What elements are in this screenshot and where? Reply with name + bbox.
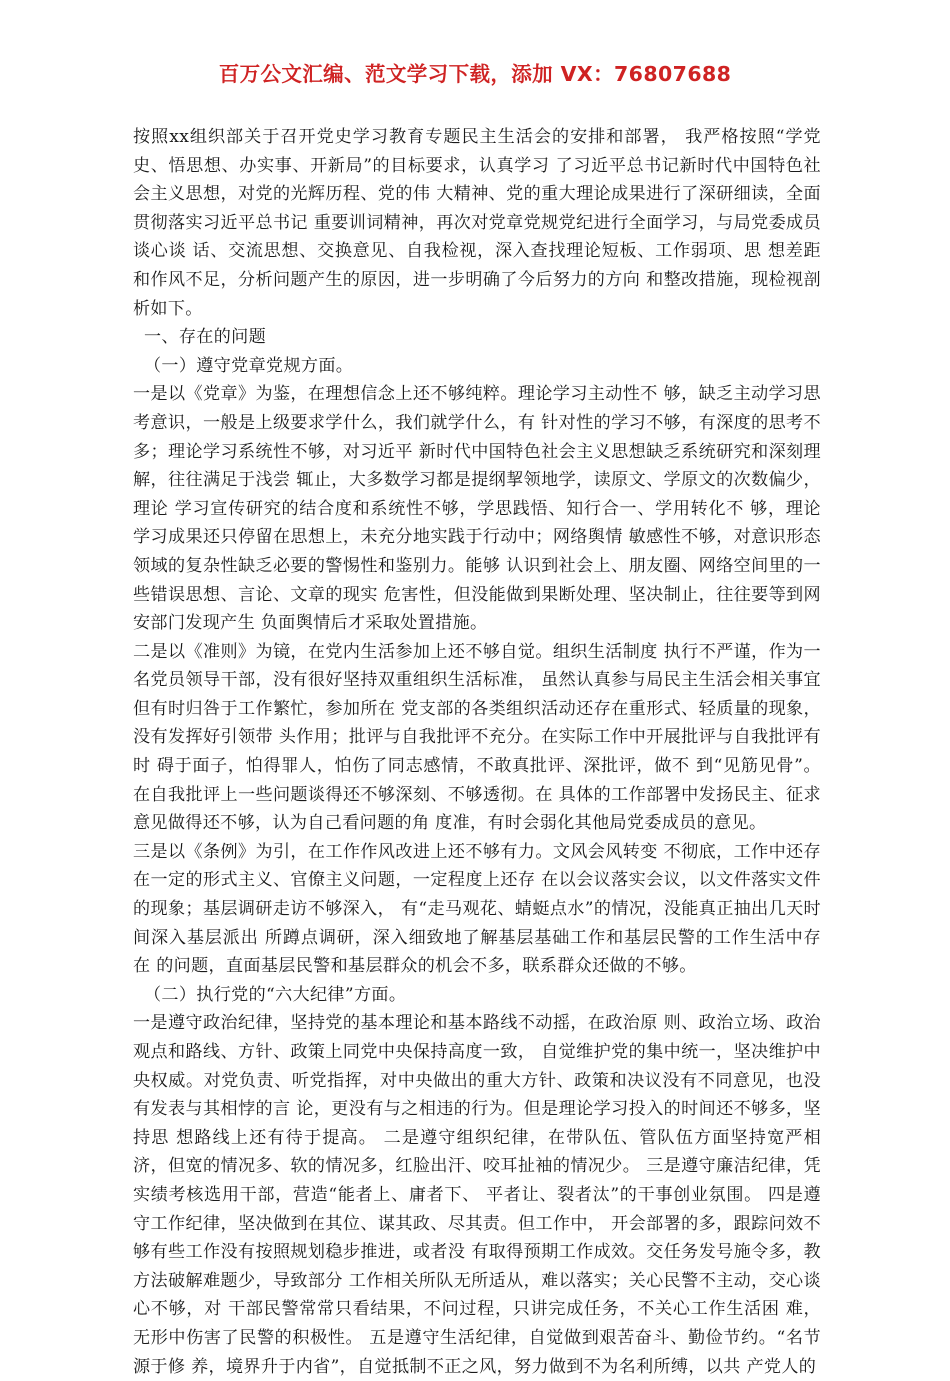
paragraph-subsection-heading-one-two: （二）执行党的“六大纪律”方面。 <box>144 984 407 1005</box>
paragraph-point-six-disciplines: 一是遵守政治纪律，坚持党的基本理论和基本路线不动摇，在政治原 则、政治立场、政治观点和路线、方针、政策上同党中央保持高度一致， 自觉维护党的集中统一，坚决维护中央权威。对党负责、听党指挥，对中央做出的重大方针、政策和决议没有不同意见，也没有发表与其相悖的言 论，更没有与之相违的行为。但是理论学习投入的时间还不够多，坚持思 想路线上还有待于提高。 二是遵守组织纪律，在带队伍、管队伍方面坚持宽严相济，但宽的情况多、软的情况多，红脸出汗、咬耳扯袖的情况少。 三是遵守廉洁纪律，凭实绩考核选用干部，营造“能者上、庸者下、 平者让、裂者汰”的干事创业氛围。 四是遵守工作纪律，坚决做到在其位、谋其政、尽其责。但工作中， 开会部署的多，跟踪问效不够有些工作没有按照规划稳步推进，或者没 有取得预期工作成效。交任务发号施令多，教方法破解难题少，导致部分 工作相关所队无所适从，难以落实；关心民警不主动，交心谈心不够，对 干部民警常常只看结果，不问过程，只讲完成任务，不关心工作生活困 难，无形中伤害了民警的积极性。 五是遵守生活纪律，自觉做到艰苦奋斗、勤俭节约。“名节源于修 养，境界升于内省”，自觉抵制不正之风，努力做到不为名利所缚，以共 产党人的 <box>133 1013 821 1377</box>
paragraph-section-heading-one: 一、存在的问题 <box>144 327 267 348</box>
paragraph-point-three-regulations: 三是以《条例》为引，在工作作风改进上还不够有力。文风会风转变 不彻底，工作中还存在一定的形式主义、官僚主义问题，一定程度上还存 在以会议落实会议，以文件落实文件的现象；基层调研走访不够深入， 有“走马观花、蜻蜓点水”的情况，没能真正抽出几天时间深入基层派出 所蹲点调研，深入细致地了解基层基础工作和基层民警的工作生活中存 在 的问题，直面基层民警和基层群众的机会不多，联系群众还做的不够。 <box>133 841 821 977</box>
paragraph-point-two-guidelines: 二是以《准则》为镜，在党内生活参加上还不够自觉。组织生活制度 执行不严谨，作为一名党员领导干部，没有很好坚持双重组织生活标准， 虽然认真参与局民主生活会相关事宜但有时归咎于工作繁忙，参加所在 党支部的各类组织活动还存在重形式、轻质量的现象，没有发挥好引领带 头作用；批评与自我批评不充分。在实际工作中开展批评与自我批评有时 碍于面子，怕得罪人，怕伤了同志感情，不敢真批评、深批评，做不 到“见筋见骨”。在自我批评上一些问题谈得还不够深刻、不够透彻。在 具体的工作部署中发扬民主、征求意见做得还不够，认为自己看问题的角 度准，有时会弱化其他局党委成员的意见。 <box>133 641 821 834</box>
promo-banner: 百万公文汇编、范文学习下载，添加 VX：76807688 <box>218 62 732 86</box>
paragraph-opening-statement: 按照xx组织部关于召开党史学习教育专题民主生活会的安排和部署， 我严格按照“学党史、悟思想、办实事、开新局”的目标要求，认真学习 了习近平总书记新时代中国特色社会主义思想，对党的光辉历程、党的伟 大精神、党的重大理论成果进行了深研细读，全面贯彻落实习近平总书记 重要训词精神，再次对党章党规党纪进行全面学习，与局党委成员谈心谈 话、交流思想、交换意见、自我检视，深入查找理论短板、工作弱项、思 想差距和作风不足，分析问题产生的原因，进一步明确了今后努力的方向 和整改措施，现检视剖析如下。 <box>133 127 821 319</box>
document-body <box>133 123 821 1381</box>
paragraph-point-one-party-constitution: 一是以《党章》为鉴，在理想信念上还不够纯粹。理论学习主动性不 够，缺乏主动学习思考意识，一般是上级要求学什么，我们就学什么，有 针对性的学习不够，有深度的思考不多；理论学习系统性不够，对习近平 新时代中国特色社会主义思想缺乏系统研究和深刻理解，往往满足于浅尝 辄止，大多数学习都是提纲挈领地学，读原文、学原文的次数偏少，理论 学习宣传研究的结合度和系统性不够，学思践悟、知行合一、学用转化不 够，理论学习成果还只停留在思想上，未充分地实践于行动中；网络舆情 敏感性不够，对意识形态领域的复杂性缺乏必要的警惕性和鉴别力。能够 认识到社会上、朋友圈、网络空间里的一些错误思想、言论、文章的现实 危害性，但没能做到果断处理、坚决制止，往往要等到网安部门发现产生 负面舆情后才采取处置措施。 <box>133 384 821 634</box>
paragraph-subsection-heading-one-one: （一）遵守党章党规方面。 <box>144 355 354 376</box>
